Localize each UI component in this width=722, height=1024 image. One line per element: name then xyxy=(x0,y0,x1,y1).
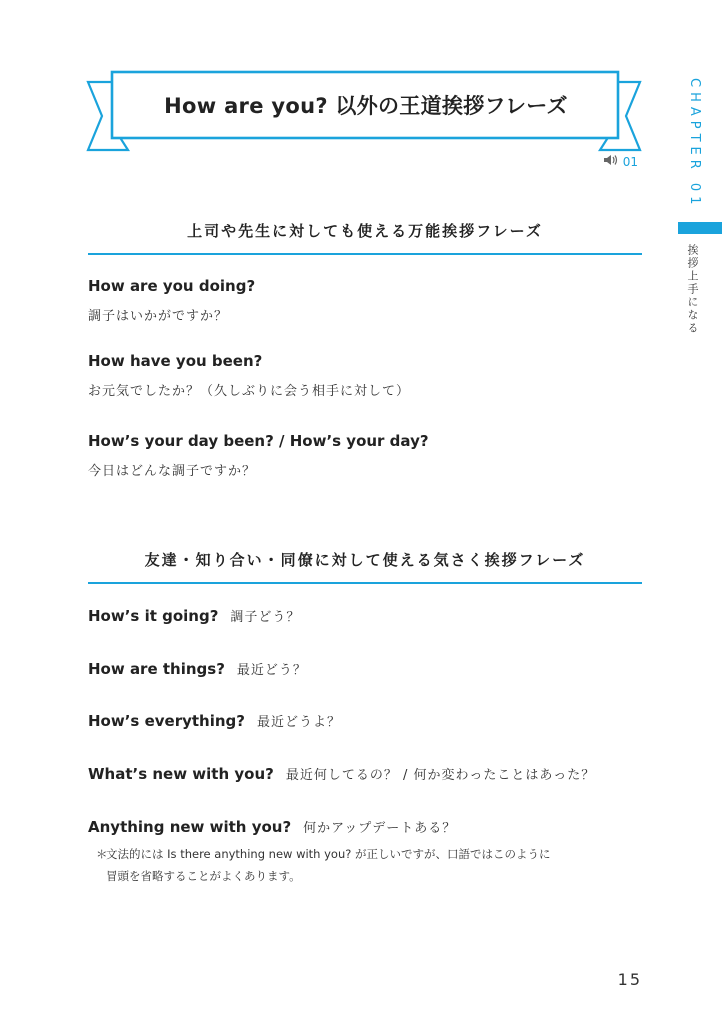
section-divider xyxy=(88,582,642,584)
footnote-mark: ＊ xyxy=(96,847,108,861)
section-heading-formal: 上司や先生に対しても使える万能挨拶フレーズ xyxy=(187,222,543,240)
phrase-ja: 今日はどんな調子ですか？ xyxy=(88,464,257,479)
section-heading-casual: 友達・知り合い・同僚に対して使える気さく挨拶フレーズ xyxy=(144,551,586,569)
phrase-en: How have you been? xyxy=(88,352,263,370)
phrase-row xyxy=(88,711,341,730)
phrase-ja: お元気でしたか？（久しぶりに会う相手に対して） xyxy=(88,384,411,399)
footnote xyxy=(96,843,651,887)
phrase-ja: 調子どう？ xyxy=(230,610,301,625)
chapter-label: CHAPTER 01 xyxy=(687,78,702,210)
track-number: 01 xyxy=(622,154,638,169)
footnote-line: 文法的には Is there anything new with you? が正しいですが、口語ではこのように xyxy=(106,847,551,861)
phrase-en: How’s it going? xyxy=(88,607,219,625)
phrase-en: How are you doing? xyxy=(88,277,256,295)
phrase-en: How are things? xyxy=(88,660,225,678)
phrase-row xyxy=(88,817,456,836)
page-number: 15 xyxy=(617,970,642,989)
phrase-ja: 最近何してるの？ / 何か変わったことはあった？ xyxy=(285,768,596,783)
phrase-en: How’s your day been? / How’s your day? xyxy=(88,432,429,450)
phrase-en: Anything new with you? xyxy=(88,818,292,836)
chapter-tab-bar xyxy=(678,222,722,234)
phrase-en: What’s new with you? xyxy=(88,765,274,783)
phrase-ja: 何かアップデートある？ xyxy=(303,821,457,836)
phrase-ja: 調子はいかがですか？ xyxy=(88,309,229,324)
phrase-row xyxy=(88,764,595,783)
phrase-ja: 最近どうよ？ xyxy=(256,715,341,730)
phrase-ja: 最近どう？ xyxy=(236,663,307,678)
speaker-icon[interactable] xyxy=(603,154,619,169)
audio-track[interactable] xyxy=(603,154,638,169)
footnote-line: 冒頭を省略することがよくあります。 xyxy=(106,869,301,883)
section-divider xyxy=(88,253,642,255)
chapter-subtitle: 挨拶上手になる xyxy=(686,244,699,335)
phrase-en: How’s everything? xyxy=(88,712,245,730)
page-title: How are you? 以外の王道挨拶フレーズ xyxy=(164,94,568,118)
phrase-row xyxy=(88,606,300,625)
phrase-row xyxy=(88,659,307,678)
